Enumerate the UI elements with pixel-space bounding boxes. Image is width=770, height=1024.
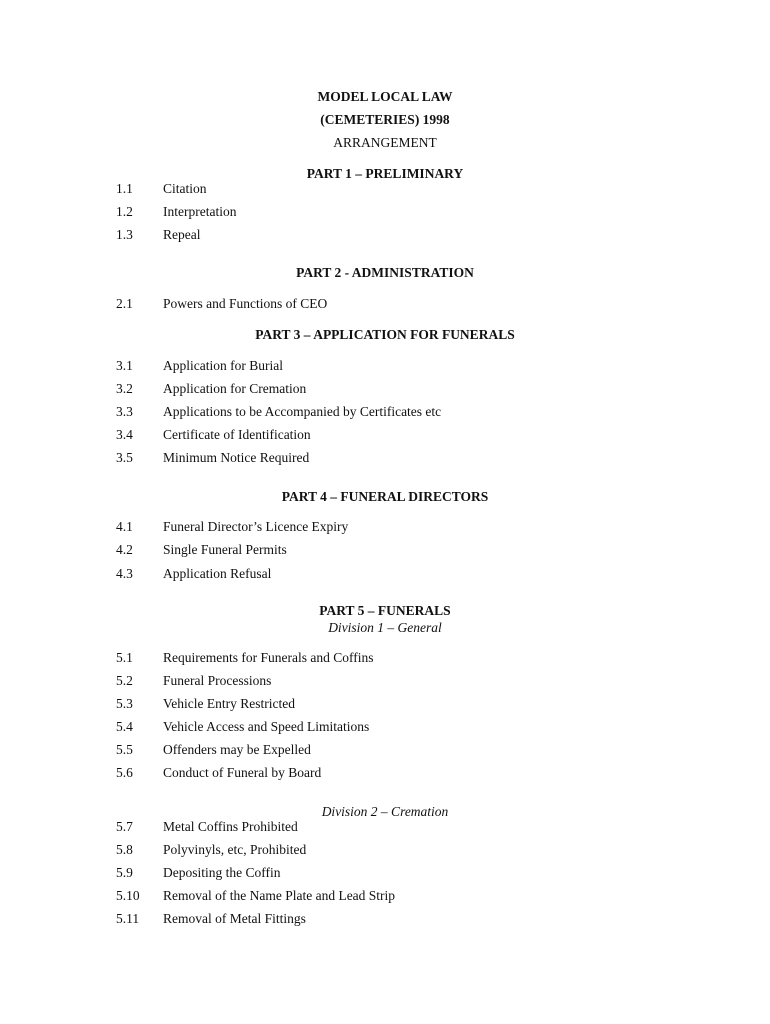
toc-entry xyxy=(116,519,348,535)
section-title: Funeral Director’s Licence Expiry xyxy=(163,519,349,534)
section-title: Application Refusal xyxy=(163,566,272,581)
section-title: Requirements for Funerals and Coffins xyxy=(163,650,374,665)
section-number: 5.8 xyxy=(116,842,133,857)
section-title: Offenders may be Expelled xyxy=(163,742,311,757)
toc-entry xyxy=(116,296,327,312)
toc-entry xyxy=(116,842,306,858)
section-title: Funeral Processions xyxy=(163,673,272,688)
toc-entry xyxy=(116,650,373,666)
section-number: 2.1 xyxy=(116,296,133,311)
section-number: 5.2 xyxy=(116,673,133,688)
document-title-line2: (CEMETERIES) 1998 xyxy=(320,112,450,127)
section-number: 3.1 xyxy=(116,358,133,373)
section-number: 1.2 xyxy=(116,204,133,219)
section-number: 5.6 xyxy=(116,765,133,780)
section-title: Conduct of Funeral by Board xyxy=(163,765,322,780)
toc-entry xyxy=(116,227,200,243)
section-number: 4.3 xyxy=(116,566,133,581)
section-number: 3.4 xyxy=(116,427,133,442)
section-number: 5.9 xyxy=(116,865,133,880)
section-number: 1.1 xyxy=(116,181,133,196)
section-number: 1.3 xyxy=(116,227,133,242)
toc-entry xyxy=(116,719,369,735)
section-number: 3.2 xyxy=(116,381,133,396)
section-number: 5.7 xyxy=(116,819,133,834)
part-heading: PART 1 – PRELIMINARY xyxy=(306,166,464,181)
section-number: 4.1 xyxy=(116,519,133,534)
section-number: 5.10 xyxy=(116,888,140,903)
section-number: 5.1 xyxy=(116,650,133,665)
toc-entry xyxy=(116,566,271,582)
part-heading: PART 2 - ADMINISTRATION xyxy=(296,265,474,280)
toc-entry xyxy=(116,911,306,927)
toc-entry xyxy=(116,381,306,397)
part-heading: PART 5 – FUNERALS xyxy=(319,603,451,618)
section-number: 3.5 xyxy=(116,450,133,465)
section-title: Citation xyxy=(163,181,207,196)
document-subtitle: ARRANGEMENT xyxy=(333,135,437,150)
section-title: Vehicle Access and Speed Limitations xyxy=(163,719,370,734)
section-title: Vehicle Entry Restricted xyxy=(163,696,295,711)
division-heading: Division 1 – General xyxy=(328,620,442,635)
section-number: 4.2 xyxy=(116,542,133,557)
toc-entry xyxy=(116,181,207,197)
section-title: Repeal xyxy=(163,227,201,242)
toc-entry xyxy=(116,888,395,904)
toc-entry xyxy=(116,742,311,758)
section-number: 5.3 xyxy=(116,696,133,711)
section-number: 5.5 xyxy=(116,742,133,757)
section-title: Single Funeral Permits xyxy=(163,542,287,557)
section-number: 5.11 xyxy=(116,911,140,926)
toc-entry xyxy=(116,765,321,781)
part-heading: PART 4 – FUNERAL DIRECTORS xyxy=(281,489,489,504)
section-title: Certificate of Identification xyxy=(163,427,311,442)
document-title-line1: MODEL LOCAL LAW xyxy=(317,89,453,104)
section-title: Application for Burial xyxy=(163,358,283,373)
section-number: 3.3 xyxy=(116,404,133,419)
toc-entry xyxy=(116,819,298,835)
section-title: Removal of the Name Plate and Lead Strip xyxy=(163,888,396,903)
toc-entry xyxy=(116,404,441,420)
toc-entry xyxy=(116,696,295,712)
part-heading: PART 3 – APPLICATION FOR FUNERALS xyxy=(255,327,515,342)
section-title: Minimum Notice Required xyxy=(163,450,310,465)
toc-entry xyxy=(116,358,283,374)
toc-entry xyxy=(116,673,271,689)
section-title: Metal Coffins Prohibited xyxy=(163,819,298,834)
section-title: Removal of Metal Fittings xyxy=(163,911,306,926)
toc-entry xyxy=(116,450,309,466)
toc-entry xyxy=(116,427,311,443)
section-title: Polyvinyls, etc, Prohibited xyxy=(163,842,307,857)
section-title: Application for Cremation xyxy=(163,381,307,396)
division-heading: Division 2 – Cremation xyxy=(321,804,449,819)
section-title: Powers and Functions of CEO xyxy=(163,296,328,311)
section-title: Applications to be Accompanied by Certificates etc xyxy=(163,404,442,419)
toc-entry xyxy=(116,542,287,558)
section-title: Interpretation xyxy=(163,204,237,219)
toc-entry xyxy=(116,865,281,881)
section-title: Depositing the Coffin xyxy=(163,865,281,880)
section-number: 5.4 xyxy=(116,719,133,734)
toc-entry xyxy=(116,204,236,220)
